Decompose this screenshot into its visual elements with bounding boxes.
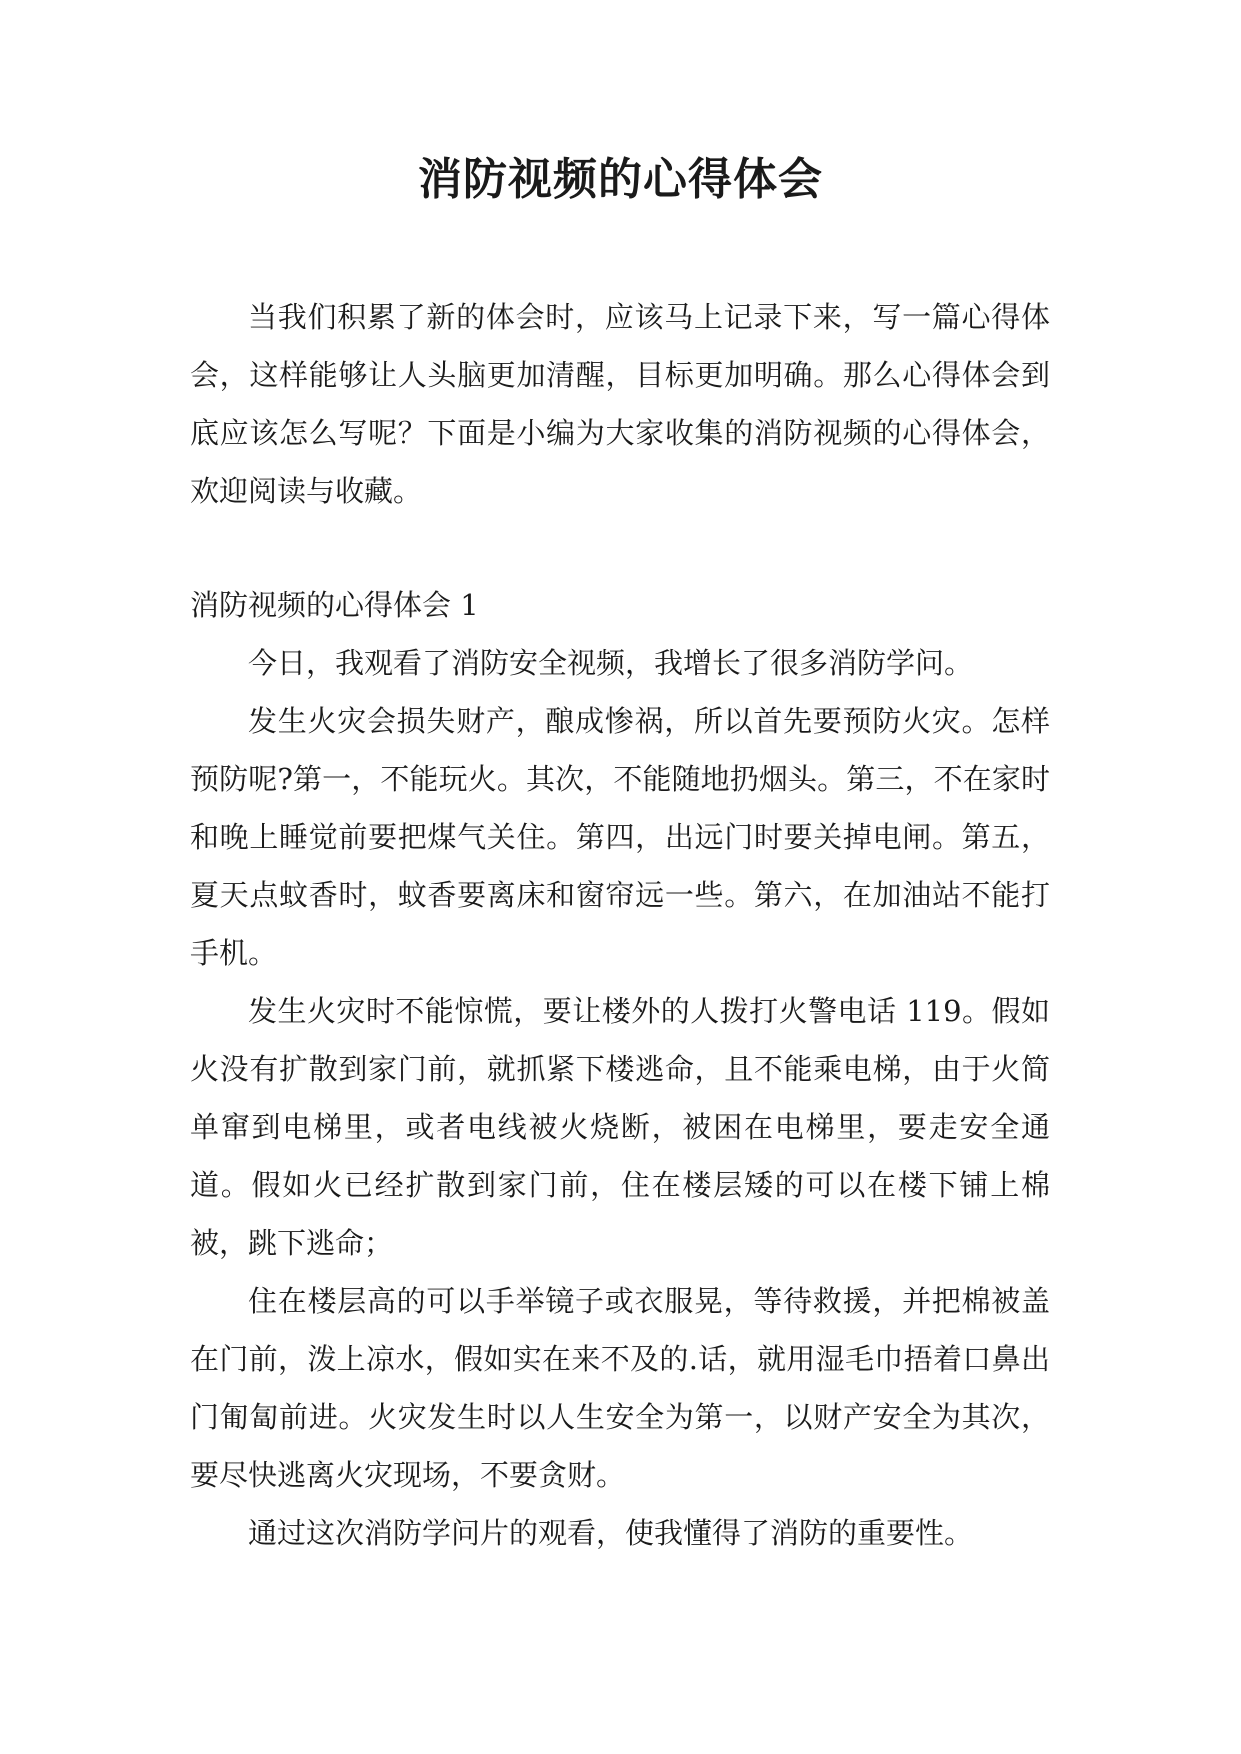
body-paragraph: 通过这次消防学问片的观看，使我懂得了消防的重要性。 — [248, 1516, 974, 1550]
section-block — [190, 576, 1050, 1562]
section-heading: 消防视频的心得体会 1 — [190, 588, 479, 622]
body-paragraph: 发生火灾会损失财产，酿成惨祸，所以首先要预防火灾。怎样预防呢?第一，不能玩火。其次，不能随地扔烟头。第三，不在家时和晚上睡觉前要把煤气关住。第四，出远门时要关掉电闸。第五，夏天点蚊香时，蚊香要离床和窗帘远一些。第六，在加油站不能打手机。 — [190, 704, 1050, 970]
intro-paragraph: 当我们积累了新的体会时，应该马上记录下来，写一篇心得体会，这样能够让人头脑更加清醒，目标更加明确。那么心得体会到底应该怎么写呢？下面是小编为大家收集的消防视频的心得体会，欢迎阅读与收藏。 — [190, 300, 1050, 508]
intro-block — [190, 288, 1050, 520]
body-paragraph: 住在楼层高的可以手举镜子或衣服晃，等待救援，并把棉被盖在门前，泼上凉水，假如实在来不及的.话，就用湿毛巾捂着口鼻出门匍匐前进。火灾发生时以人生安全为第一，以财产安全为其次，要尽快逃离火灾现场，不要贪财。 — [190, 1284, 1050, 1492]
body-paragraph: 今日，我观看了消防安全视频，我增长了很多消防学问。 — [248, 646, 974, 680]
document-title: 消防视频的心得体会 — [418, 154, 823, 205]
body-paragraph: 发生火灾时不能惊慌，要让楼外的人拨打火警电话 119。假如火没有扩散到家门前，就抓紧下楼逃命，且不能乘电梯，由于火简单窜到电梯里，或者电线被火烧断，被困在电梯里，要走安全通道。假如火已经扩散到家门前，住在楼层矮的可以在楼下铺上棉被，跳下逃命； — [190, 994, 1050, 1260]
